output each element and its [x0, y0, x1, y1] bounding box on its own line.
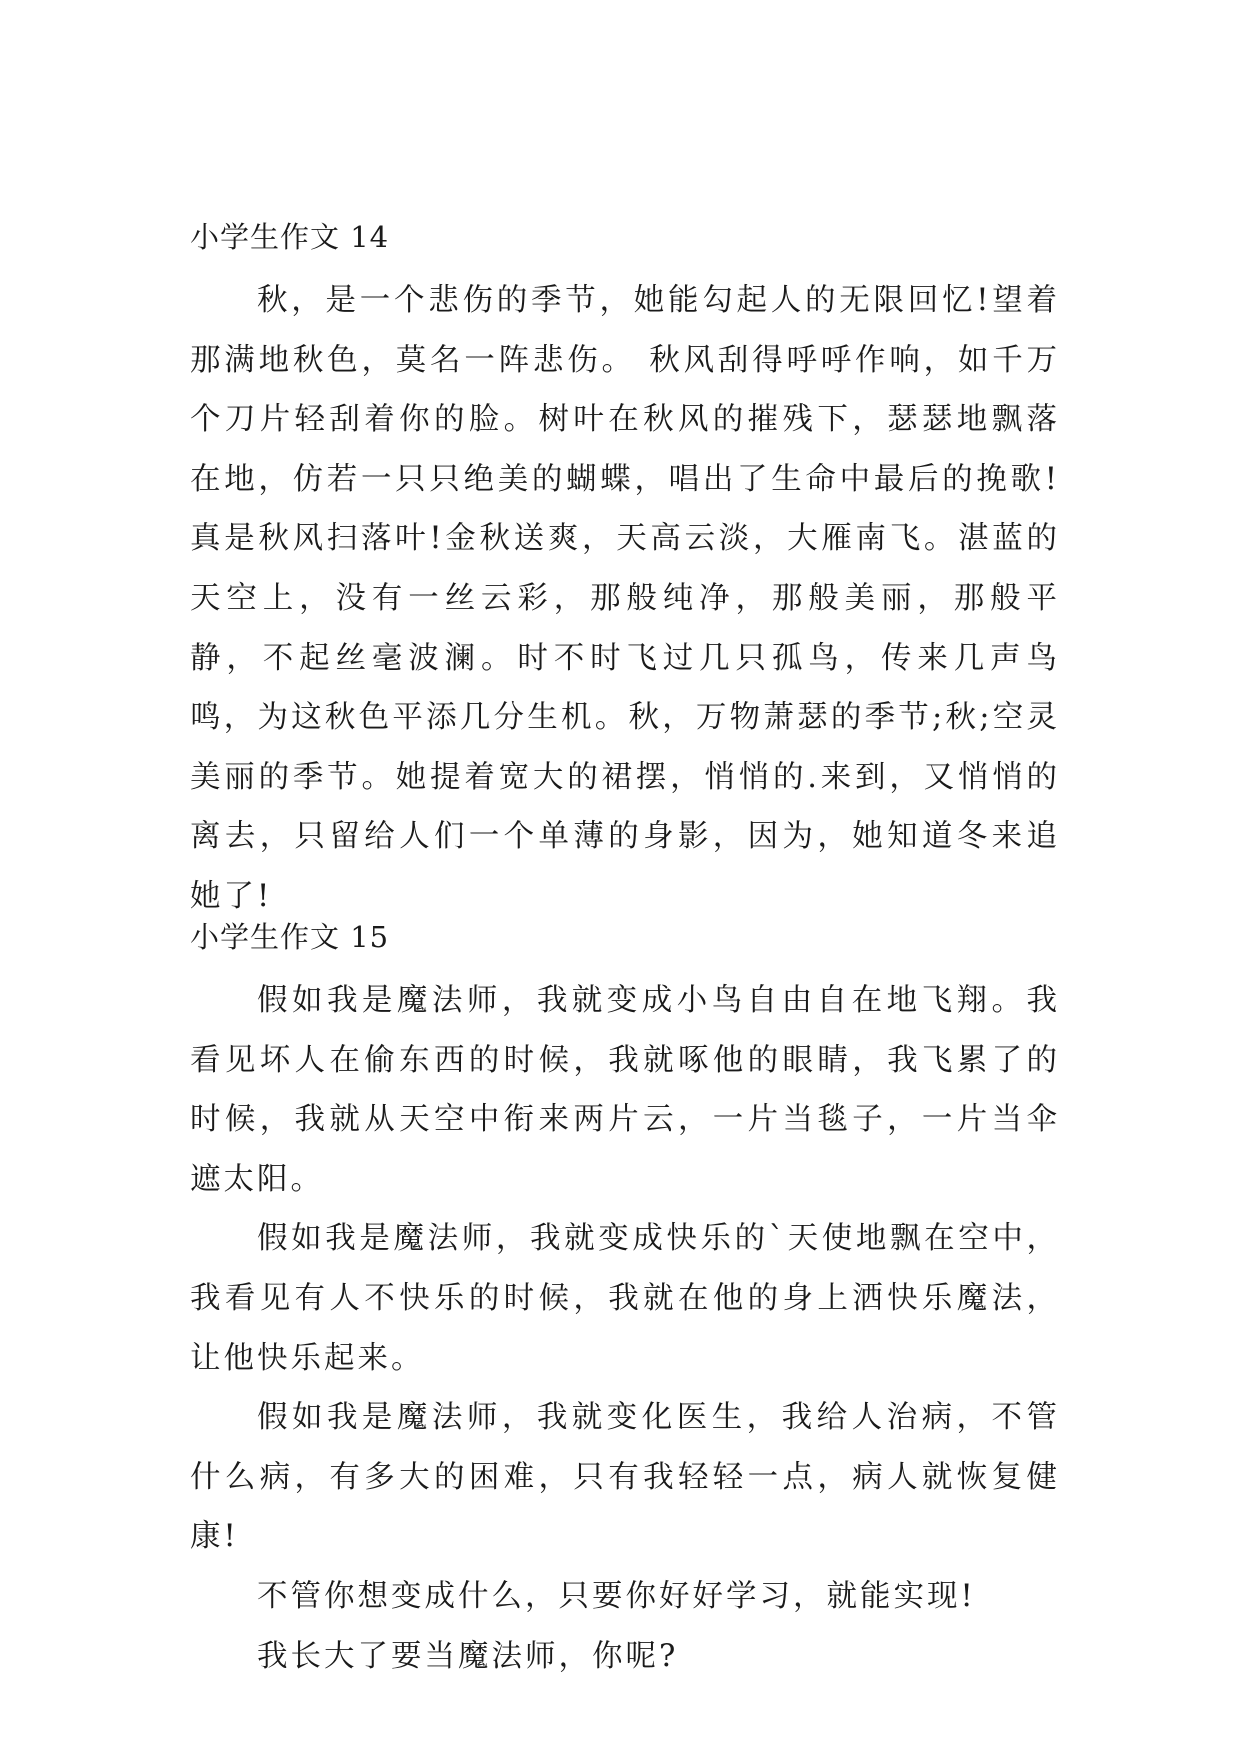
essay-title: 小学生作文 15 — [190, 920, 390, 954]
essay-paragraph: 假如我是魔法师，我就变化医生，我给人治病，不管什么病，有多大的困难，只有我轻轻一点，病人就恢复健康! — [190, 1400, 1060, 1555]
essay-paragraph: 秋，是一个悲伤的季节，她能勾起人的无限回忆!望着那满地秋色，莫名一阵悲伤。 秋风刮得呼呼作响，如千万个刀片轻刮着你的脸。树叶在秋风的摧残下，瑟瑟地飘落在地，仿若一只只绝美的蝴蝶，唱出了生命中最后的挽歌!真是秋风扫落叶!金秋送爽，天高云淡，大雁南飞。湛蓝的天空上，没有一丝云彩，那般纯净，那般美丽，那般平静，不起丝毫波澜。时不时飞过几只孤鸟，传来几声鸟鸣，为这秋色平添几分生机。秋，万物萧瑟的季节;秋;空灵美丽的季节。她提着宽大的裙摆，悄悄的.来到，又悄悄的离去，只留给人们一个单薄的身影，因为，她知道冬来追她了! — [190, 283, 1060, 914]
essay-paragraph: 我长大了要当魔法师，你呢? — [257, 1638, 679, 1674]
essay-14 — [190, 217, 1060, 927]
essay-title: 小学生作文 14 — [190, 220, 390, 254]
essay-paragraph: 不管你想变成什么，只要你好好学习，就能实现! — [257, 1578, 976, 1614]
essay-15 — [190, 917, 1060, 1686]
essay-paragraph: 假如我是魔法师，我就变成快乐的`天使地飘在空中，我看见有人不快乐的时候，我就在他的身上洒快乐魔法，让他快乐起来。 — [190, 1221, 1060, 1376]
essay-paragraph: 假如我是魔法师，我就变成小鸟自由自在地飞翔。我看见坏人在偷东西的时候，我就啄他的眼睛，我飞累了的时候，我就从天空中衔来两片云，一片当毯子，一片当伞遮太阳。 — [190, 983, 1060, 1197]
